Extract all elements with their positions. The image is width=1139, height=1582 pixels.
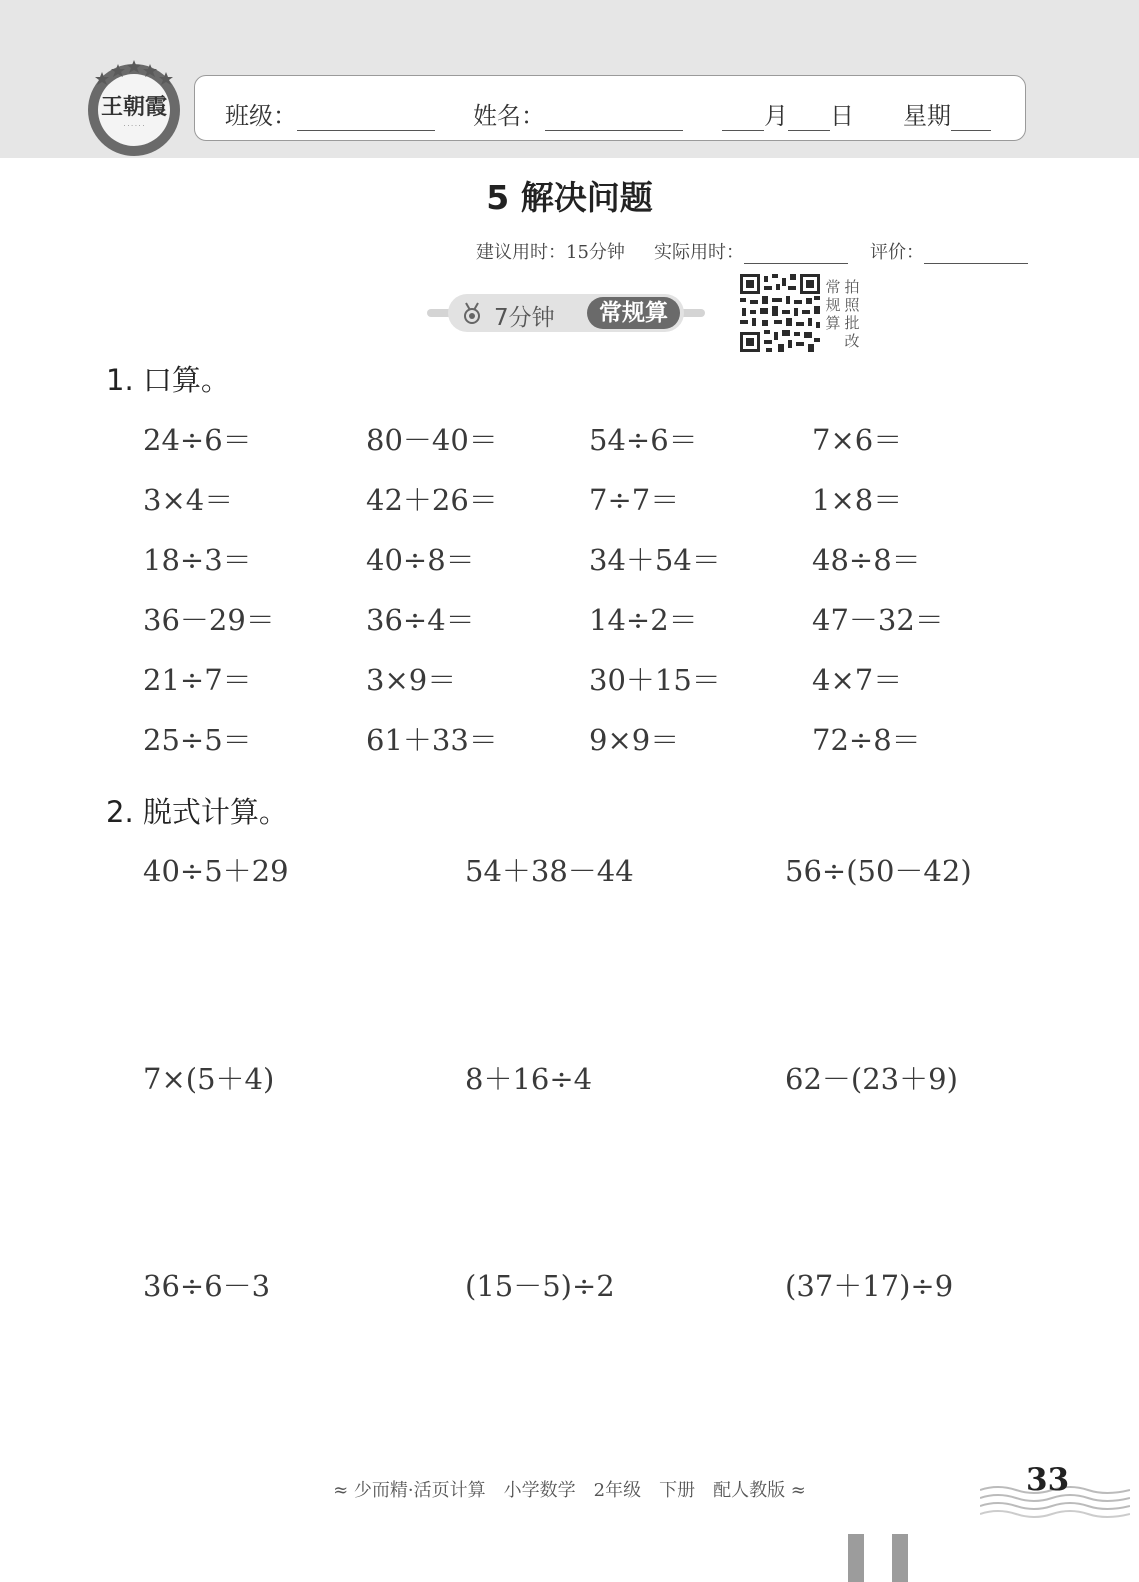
page-title: 5 解决问题 xyxy=(486,178,653,217)
name-field[interactable]: 姓名： xyxy=(473,96,683,131)
oral-problem: 48÷8＝ xyxy=(812,543,921,577)
oral-problem: 3×4＝ xyxy=(143,483,234,517)
oral-problem: 30＋15＝ xyxy=(589,663,721,697)
logo-text: 王朝霞 xyxy=(100,94,168,120)
oral-problem: 40÷8＝ xyxy=(366,543,475,577)
oral-problem: 4×7＝ xyxy=(812,663,903,697)
step-problem: 8＋16÷4 xyxy=(465,1062,593,1096)
page-number: 33 xyxy=(1026,1462,1070,1498)
oral-problem: 36－29＝ xyxy=(143,603,275,637)
oral-problem: 42＋26＝ xyxy=(366,483,498,517)
brand-logo xyxy=(84,58,184,158)
step-problem: 36÷6－3 xyxy=(143,1269,271,1303)
oral-problem: 7×6＝ xyxy=(812,423,903,457)
oral-problem: 3×9＝ xyxy=(366,663,457,697)
section-1-title: 1. 口算。 xyxy=(106,363,230,397)
qr-caption-left: 常规算 xyxy=(825,278,841,332)
step-problem: 40÷5＋29 xyxy=(143,854,289,888)
step-problem: 62－(23＋9) xyxy=(785,1062,958,1096)
oral-problem: 24÷6＝ xyxy=(143,423,252,457)
svg-text:· · · · · ·: · · · · · · xyxy=(123,123,145,130)
oral-problem: 1×8＝ xyxy=(812,483,903,517)
step-problem: (15－5)÷2 xyxy=(465,1269,615,1303)
oral-problem: 36÷4＝ xyxy=(366,603,475,637)
qr-code-icon[interactable] xyxy=(740,274,820,352)
oral-problem: 9×9＝ xyxy=(589,723,680,757)
oral-problem: 72÷8＝ xyxy=(812,723,921,757)
step-problem: 56÷(50－42) xyxy=(785,854,972,888)
weekday-field[interactable]: 星期 xyxy=(903,96,991,131)
time-badge xyxy=(448,294,684,332)
page-tab-marker xyxy=(848,1534,864,1582)
page-tab-marker xyxy=(892,1534,908,1582)
oral-problem: 18÷3＝ xyxy=(143,543,252,577)
oral-problem: 21÷7＝ xyxy=(143,663,252,697)
medal-icon xyxy=(460,301,484,325)
badge-time: 7分钟 xyxy=(494,305,555,331)
oral-problem: 54÷6＝ xyxy=(589,423,698,457)
oral-problem: 14÷2＝ xyxy=(589,603,698,637)
date-field[interactable]: 月 日 xyxy=(722,96,854,131)
student-info-bar xyxy=(194,75,1026,141)
badge-tag: 常规算 xyxy=(587,297,680,329)
suggested-time: 建议用时：15分钟 xyxy=(476,242,625,263)
oral-problem: 61＋33＝ xyxy=(366,723,498,757)
actual-time-field[interactable]: 实际用时： xyxy=(654,238,848,264)
qr-caption-right: 拍照批改 xyxy=(844,278,860,350)
footer-text: ≈ 少而精·活页计算 小学数学 2年级 下册 配人教版 ≈ xyxy=(333,1480,806,1501)
step-problem: (37＋17)÷9 xyxy=(785,1269,954,1303)
step-problem: 54＋38－44 xyxy=(465,854,634,888)
oral-problem: 7÷7＝ xyxy=(589,483,680,517)
class-field[interactable]: 班级： xyxy=(225,96,435,131)
oral-problem: 47－32＝ xyxy=(812,603,944,637)
section-2-title: 2. 脱式计算。 xyxy=(106,795,288,829)
step-problem: 7×(5＋4) xyxy=(143,1062,275,1096)
oral-problem: 34＋54＝ xyxy=(589,543,721,577)
evaluation-field[interactable]: 评价： xyxy=(870,238,1028,264)
oral-problem: 25÷5＝ xyxy=(143,723,252,757)
oral-problem: 80－40＝ xyxy=(366,423,498,457)
